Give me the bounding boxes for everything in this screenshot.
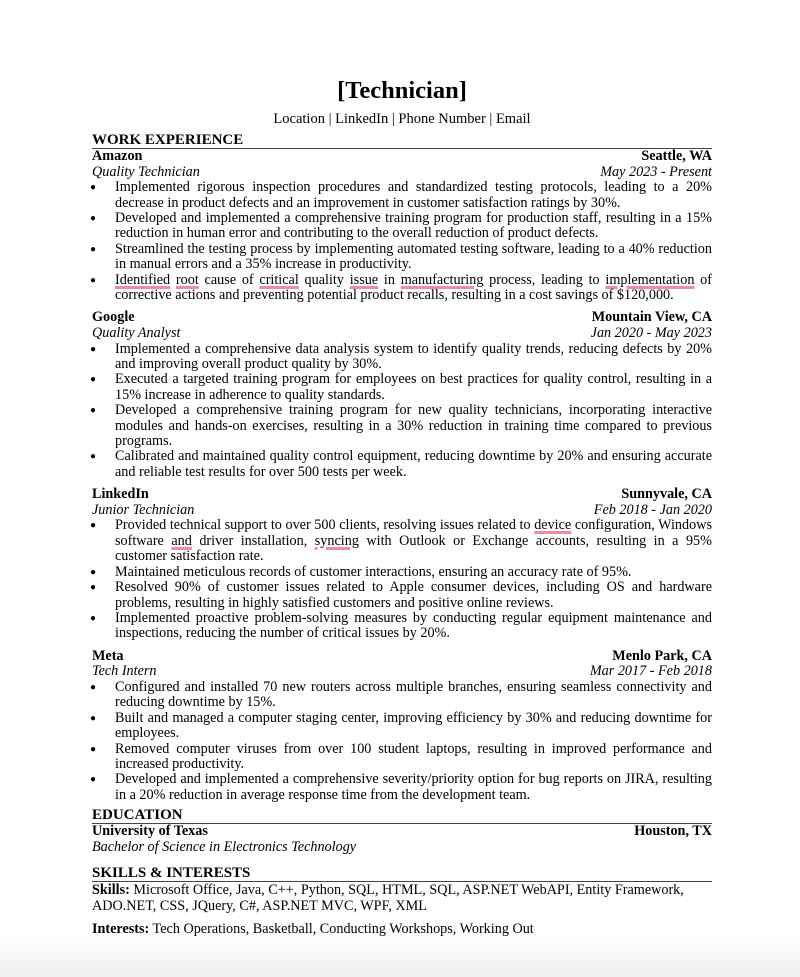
bullet-text: with Outlook or Exchange accounts, resulting in a 95% customer satisfaction rate. xyxy=(115,532,712,565)
spellcheck-flagged-word[interactable]: device xyxy=(534,517,572,534)
bullet-text: driver installation, xyxy=(191,532,315,549)
bullet-text: cause of xyxy=(198,271,260,288)
company-name: Google xyxy=(92,309,135,326)
bullet-item xyxy=(92,742,712,773)
bullet-item xyxy=(92,342,712,373)
contact-line: Location | LinkedIn | Phone Number | Email xyxy=(273,111,531,127)
job-entry xyxy=(92,487,712,641)
job-subheader xyxy=(92,503,712,519)
bullet-item xyxy=(92,580,712,611)
bullet-item xyxy=(92,680,712,711)
job-title: Junior Technician xyxy=(92,501,195,518)
school-name: University of Texas xyxy=(92,823,208,840)
section-work-experience: WORK EXPERIENCE xyxy=(92,132,712,149)
spellcheck-flagged-word[interactable]: root xyxy=(175,271,199,288)
bullet-list xyxy=(92,180,712,303)
spellcheck-flagged-word[interactable]: implementation xyxy=(605,271,695,288)
job-entry xyxy=(92,649,712,803)
interests-text: Tech Operations, Basketball, Conducting Workshops, Working Out xyxy=(149,921,534,938)
bullet-item xyxy=(92,611,712,642)
bullet-item xyxy=(92,372,712,403)
job-title: Quality Analyst xyxy=(92,325,181,342)
company-name: Amazon xyxy=(92,148,143,164)
bullet-text: Resolved 90% of customer issues related to Apple consumer devices, including OS and hardware problems, resulting in highly satisfied customers and positive online reviews. xyxy=(115,579,712,611)
resume-page xyxy=(92,75,712,937)
company-name: Meta xyxy=(92,647,124,664)
job-header xyxy=(92,649,712,665)
bullet-text: Developed and implemented a comprehensive severity/priority option for bug reports on JIRA, resulting in a 20% reduction in average response time from the development team. xyxy=(115,771,712,803)
job-title: Tech Intern xyxy=(92,663,157,680)
spellcheck-flagged-word[interactable]: critical xyxy=(259,271,299,288)
bullet-list xyxy=(92,680,712,803)
job-dates: Mar 2017 - Feb 2018 xyxy=(589,663,712,680)
bullet-list xyxy=(92,518,712,641)
bullet-text: Built and managed a computer staging center, improving efficiency by 30% and reducing downtime for employees. xyxy=(115,709,712,742)
degree: Bachelor of Science in Electronics Technology xyxy=(92,838,357,855)
spellcheck-flagged-word[interactable]: Identified xyxy=(115,271,171,288)
school-location: Houston, TX xyxy=(634,823,712,840)
bullet-text: in xyxy=(378,271,401,288)
bullet-item xyxy=(92,772,712,803)
bullet-item xyxy=(92,242,712,273)
bullet-item xyxy=(92,403,712,449)
bullet-text: of corrective actions and preventing potential product recalls, resulting in a cost savings of $120,000. xyxy=(115,271,713,304)
section-education: EDUCATION xyxy=(92,807,712,824)
job-location: Menlo Park, CA xyxy=(612,647,712,664)
job-entry xyxy=(92,310,712,480)
job-dates: Feb 2018 - Jan 2020 xyxy=(593,501,712,518)
job-subheader xyxy=(92,326,712,342)
bullet-text: Developed a comprehensive training program for new quality technicians, incorporating interactive modules and hands-on exercises, resulting in a 30% reduction in training time compared to previous programs. xyxy=(115,402,712,450)
bullet-item xyxy=(92,711,712,742)
bullet-text: Developed and implemented a comprehensive training program for production staff, resulting in a 15% reduction in human error and contributing to the overall reduction of product defects. xyxy=(115,210,712,242)
bullet-text: Streamlined the testing process by implementing automated testing software, leading to a 40% reduction in manual errors and a 35% increase in productivity. xyxy=(115,240,712,273)
bullet-text: Implemented a comprehensive data analysis system to identify quality trends, reducing defects by 20% and improving overall product quality by 30%. xyxy=(115,340,712,373)
bullet-item xyxy=(92,518,712,564)
candidate-name: [Technician] xyxy=(337,77,467,104)
bullet-text: Implemented rigorous inspection procedures and standardized testing protocols, leading to a 20% decrease in product defects and an improvement in customer satisfaction ratings by 30%. xyxy=(115,179,712,211)
spellcheck-flagged-word[interactable]: syncing xyxy=(314,532,359,549)
job-entry xyxy=(92,149,712,303)
bullet-text: Provided technical support to over 500 clients, resolving issues related to xyxy=(115,517,535,534)
skills-text: Microsoft Office, Java, C++, Python, SQL, HTML, SQL, ASP.NET WebAPI, Entity Framework, ADO.NET, CSS, JQuery, C#, ASP.NET MVC, WPF, XML xyxy=(92,882,684,915)
bullet-item xyxy=(92,273,712,304)
job-header xyxy=(92,487,712,503)
company-name: LinkedIn xyxy=(92,486,149,503)
bullet-text: Removed computer viruses from over 100 student laptops, resulting in improved performance and increased productivity. xyxy=(115,740,712,772)
bullet-list xyxy=(92,342,712,481)
job-header xyxy=(92,310,712,326)
section-skills-interests: SKILLS & INTERESTS xyxy=(92,865,712,882)
interests-label: Interests: xyxy=(92,921,150,938)
bullet-text: Implemented proactive problem-solving measures by conducting regular equipment maintenance and inspections, reducing the number of critical issues by 20%. xyxy=(115,609,712,642)
job-subheader xyxy=(92,165,712,181)
bullet-text: Calibrated and maintained quality control equipment, reducing downtime by 20% and ensuring accurate and reliable test results for over 500 tests per week. xyxy=(115,448,712,480)
bullet-text: Configured and installed 70 new routers across multiple branches, ensuring seamless connectivity and reducing downtime by 15%. xyxy=(115,678,712,711)
bullet-item xyxy=(92,449,712,480)
bullet-text: Maintained meticulous records of customer interactions, ensuring an accuracy rate of 95%. xyxy=(115,563,632,580)
bullet-text: process, leading to xyxy=(483,271,606,288)
spellcheck-flagged-word[interactable]: and xyxy=(171,532,192,549)
job-title: Quality Technician xyxy=(92,163,200,180)
bullet-item xyxy=(92,565,712,580)
skills-line xyxy=(92,882,712,914)
job-location: Sunnyvale, CA xyxy=(621,486,712,503)
job-list xyxy=(92,149,712,803)
interests-line xyxy=(92,921,712,937)
spellcheck-flagged-word[interactable]: issue xyxy=(349,271,379,288)
spellcheck-flagged-word[interactable]: manufacturing xyxy=(400,271,484,288)
job-location: Mountain View, CA xyxy=(591,309,712,326)
bullet-text: Executed a targeted training program for employees on best practices for quality control, resulting in a 15% increase in adherence to quality standards. xyxy=(115,371,712,403)
job-subheader xyxy=(92,664,712,680)
bullet-item xyxy=(92,180,712,211)
job-location: Seattle, WA xyxy=(641,148,712,164)
bullet-text: quality xyxy=(298,271,350,288)
bullet-item xyxy=(92,211,712,242)
education-row xyxy=(92,824,712,840)
job-header xyxy=(92,149,712,165)
skills-label: Skills: xyxy=(92,882,130,899)
job-dates: May 2023 - Present xyxy=(600,163,712,180)
job-dates: Jan 2020 - May 2023 xyxy=(590,325,712,342)
bullet-text: configuration, Windows software xyxy=(115,517,712,549)
